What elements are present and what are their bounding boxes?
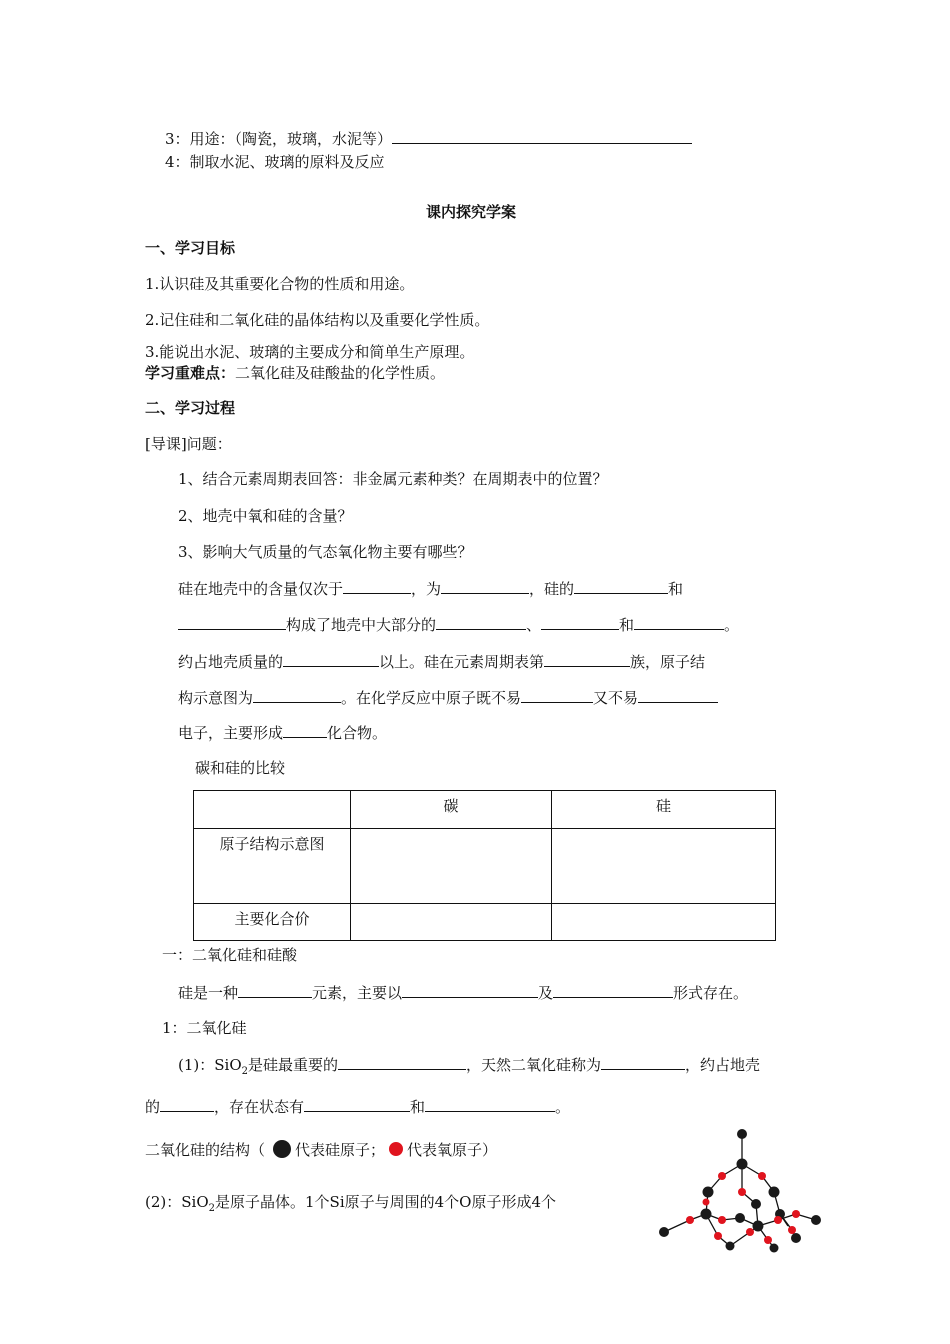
- section-2-heading: 二、学习过程: [145, 399, 236, 417]
- question-1: 1、结合元素周期表回答：非金属元素种类？在周期表中的位置？: [178, 470, 608, 488]
- oxygen-atom-icon: [389, 1142, 403, 1156]
- answer-blank[interactable]: [544, 651, 630, 667]
- table-row: [194, 904, 776, 941]
- answer-blank[interactable]: [521, 687, 593, 703]
- table-row-label: 主要化合价: [194, 904, 351, 941]
- table-cell[interactable]: [351, 829, 552, 904]
- item-3: 3：用途：（陶瓷，玻璃，水泥等）: [165, 128, 692, 149]
- page-title: 课内探究学案: [426, 203, 517, 221]
- answer-blank[interactable]: [425, 1096, 555, 1112]
- answer-blank[interactable]: [601, 1054, 685, 1070]
- table-caption: 碳和硅的比较: [195, 759, 286, 777]
- answer-blank[interactable]: [392, 128, 692, 144]
- intro-label: [导课]问题：: [145, 435, 232, 453]
- answer-blank[interactable]: [338, 1054, 466, 1070]
- comparison-table: [193, 790, 776, 941]
- fill-line-4: 构示意图为 。在化学反应中原子既不易 又不易: [178, 687, 718, 708]
- question-3: 3、影响大气质量的气态氧化物主要有哪些？: [178, 543, 473, 561]
- answer-blank[interactable]: [634, 614, 724, 630]
- question-2: 2、地壳中氧和硅的含量？: [178, 507, 353, 525]
- goal-2: 2.记住硅和二氧化硅的晶体结构以及重要化学性质。: [145, 311, 490, 329]
- subsection-silica: 1：二氧化硅: [162, 1019, 247, 1037]
- answer-blank[interactable]: [178, 614, 286, 630]
- section-1-heading: 一、学习目标: [145, 239, 236, 257]
- answer-blank[interactable]: [253, 687, 341, 703]
- fill-line-2: 构成了地壳中大部分的 、 和 。: [178, 614, 739, 635]
- answer-blank[interactable]: [160, 1096, 214, 1112]
- table-header-row: [194, 791, 776, 829]
- answer-blank[interactable]: [283, 722, 327, 738]
- goal-1: 1.认识硅及其重要化合物的性质和用途。: [145, 275, 415, 293]
- answer-blank[interactable]: [343, 578, 411, 594]
- table-cell[interactable]: [351, 904, 552, 941]
- fill-line-5: 电子，主要形成 化合物。: [178, 724, 388, 742]
- structure-legend: 二氧化硅的结构（ 代表硅原子； 代表氧原子）: [145, 1141, 498, 1159]
- table-row: [194, 829, 776, 904]
- answer-blank[interactable]: [304, 1096, 410, 1112]
- table-cell[interactable]: [552, 904, 776, 941]
- table-header-cell: 硅: [552, 791, 776, 829]
- answer-blank[interactable]: [238, 982, 312, 998]
- part-1-line-1: 硅是一种 元素，主要以 及 形式存在。: [178, 984, 749, 1002]
- table-header-cell: [194, 791, 351, 829]
- answer-blank[interactable]: [441, 578, 529, 594]
- fill-line-1: 硅在地壳中的含量仅次于 ，为 ，硅的 和: [178, 580, 684, 598]
- key-points-text: 二氧化硅及硅酸盐的化学性质。: [235, 364, 446, 382]
- answer-blank[interactable]: [574, 578, 668, 594]
- answer-blank[interactable]: [553, 982, 673, 998]
- answer-blank[interactable]: [541, 614, 619, 630]
- table-cell[interactable]: [552, 829, 776, 904]
- answer-blank[interactable]: [283, 651, 379, 667]
- item-4: 4：制取水泥、玻璃的原料及反应: [165, 153, 385, 171]
- part-1-heading: 一：二氧化硅和硅酸: [162, 946, 298, 964]
- table-row-label: 原子结构示意图: [194, 829, 351, 904]
- key-points: [145, 363, 445, 383]
- key-points-label: 学习重难点：: [145, 364, 236, 382]
- fill-line-3: 约占地壳质量的 以上。硅在元素周期表第 族，原子结: [178, 653, 706, 671]
- part-1-q1: (1)：SiO$_2$是硅最重要的 ，天然二氧化硅称为 ，约占地壳: [178, 1056, 761, 1077]
- silicon-atom-icon: [273, 1140, 291, 1158]
- table-header-cell: 碳: [351, 791, 552, 829]
- oxygen-atoms: [686, 1172, 800, 1244]
- answer-blank[interactable]: [402, 982, 538, 998]
- silica-structure-diagram: [650, 1120, 830, 1260]
- answer-blank[interactable]: [436, 614, 526, 630]
- part-1-q2: (2)：SiO$_2$是原子晶体。1个Si原子与周围的4个O原子形成4个: [145, 1193, 557, 1214]
- part-1-q1-cont: 的 ，存在状态有 和 。: [145, 1098, 571, 1116]
- answer-blank[interactable]: [638, 687, 718, 703]
- goal-3: 3.能说出水泥、玻璃的主要成分和简单生产原理。: [145, 343, 475, 361]
